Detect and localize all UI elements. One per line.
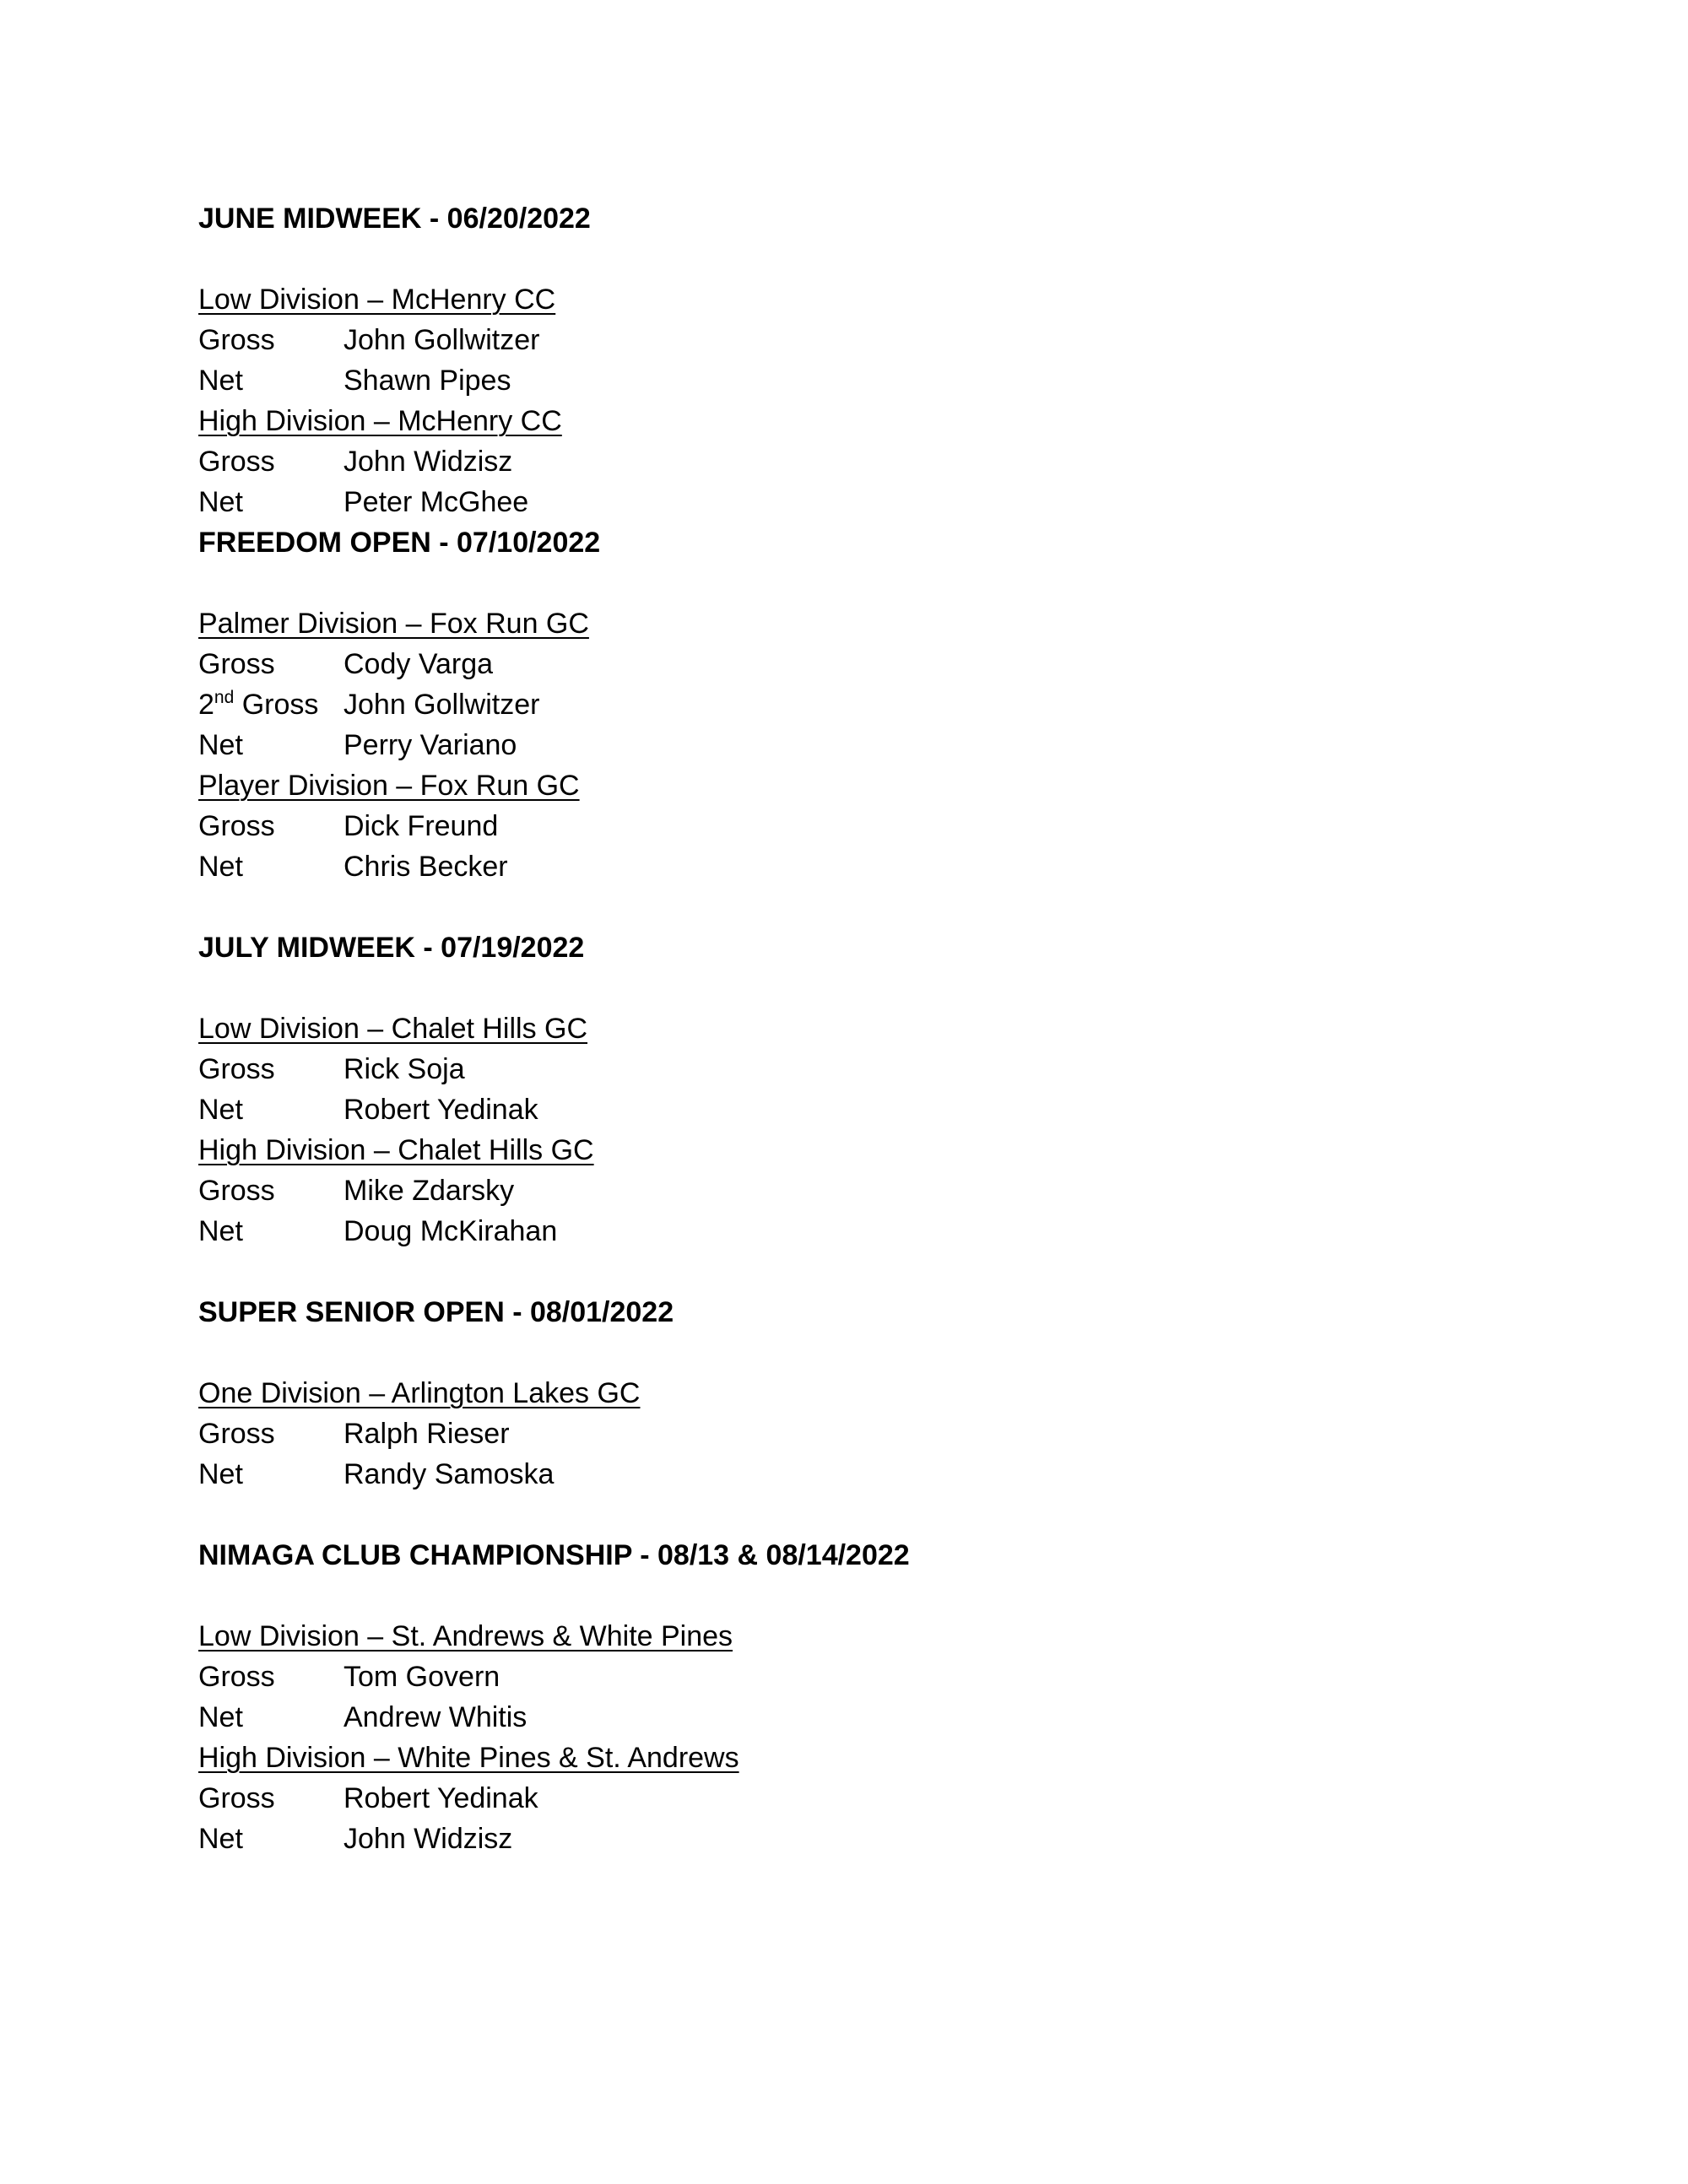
result-player: Andrew Whitis <box>344 1701 528 1733</box>
result-row <box>198 360 1464 401</box>
spacer <box>198 1495 1464 1535</box>
spacer <box>198 1576 1464 1616</box>
result-place: Net <box>198 486 243 518</box>
result-player: Cody Varga <box>344 648 494 680</box>
division-heading: Palmer Division – Fox Run GC <box>198 608 589 640</box>
result-row <box>198 684 1464 725</box>
result-place: Gross <box>198 810 275 842</box>
result-row <box>198 1454 1464 1495</box>
result-player: Chris Becker <box>344 851 508 883</box>
result-player: Peter McGhee <box>344 486 529 518</box>
result-row <box>198 482 1464 522</box>
result-place: Gross <box>198 648 275 680</box>
result-row <box>198 806 1464 846</box>
result-place: Net <box>198 1458 243 1490</box>
result-player: John Widzisz <box>344 1823 513 1855</box>
result-player: Robert Yedinak <box>344 1782 538 1814</box>
division-heading: Player Division – Fox Run GC <box>198 770 580 802</box>
result-row <box>198 1778 1464 1819</box>
result-row <box>198 1414 1464 1454</box>
result-row <box>198 1211 1464 1251</box>
result-player: Perry Variano <box>344 729 517 761</box>
results-document <box>198 198 1464 1859</box>
event-title: SUPER SENIOR OPEN - 08/01/2022 <box>198 1296 674 1328</box>
spacer <box>198 563 1464 603</box>
event-title: NIMAGA CLUB CHAMPIONSHIP - 08/13 & 08/14/2022 <box>198 1539 910 1571</box>
result-place: Net <box>198 729 243 761</box>
result-place: Gross <box>198 1053 275 1085</box>
result-player: John Gollwitzer <box>344 324 540 356</box>
result-row <box>198 1089 1464 1130</box>
result-place: Gross <box>198 1782 275 1814</box>
event-title: JUNE MIDWEEK - 06/20/2022 <box>198 203 591 235</box>
result-row <box>198 441 1464 482</box>
result-player: Randy Samoska <box>344 1458 555 1490</box>
result-row <box>198 1819 1464 1859</box>
result-place: Gross <box>198 324 275 356</box>
division-heading: Low Division – Chalet Hills GC <box>198 1013 588 1045</box>
spacer <box>198 1251 1464 1292</box>
result-row <box>198 1697 1464 1738</box>
division-heading: High Division – White Pines & St. Andrews <box>198 1742 739 1774</box>
result-player: John Gollwitzer <box>344 689 540 721</box>
result-place: Gross <box>198 446 275 478</box>
division-heading: Low Division – McHenry CC <box>198 284 556 316</box>
result-place: Gross <box>198 1661 275 1693</box>
result-row <box>198 846 1464 887</box>
event-title: JULY MIDWEEK - 07/19/2022 <box>198 932 585 964</box>
result-place: Gross <box>198 1175 275 1207</box>
spacer <box>198 887 1464 927</box>
result-place: Net <box>198 851 243 883</box>
result-player: Shawn Pipes <box>344 365 511 397</box>
result-place: Net <box>198 1094 243 1126</box>
place-rest: Gross <box>234 689 319 721</box>
result-player: John Widzisz <box>344 446 513 478</box>
division-heading: High Division – McHenry CC <box>198 405 562 437</box>
result-player: Tom Govern <box>344 1661 500 1693</box>
result-place: Net <box>198 365 243 397</box>
result-row <box>198 725 1464 765</box>
place-number: 2 <box>198 689 214 721</box>
result-player: Robert Yedinak <box>344 1094 538 1126</box>
result-place: Gross <box>198 1418 275 1450</box>
result-row <box>198 1049 1464 1089</box>
result-player: Doug McKirahan <box>344 1215 558 1247</box>
result-place: Net <box>198 1823 243 1855</box>
result-place <box>198 684 344 725</box>
result-row <box>198 1170 1464 1211</box>
result-player: Ralph Rieser <box>344 1418 510 1450</box>
result-row <box>198 320 1464 360</box>
result-player: Dick Freund <box>344 810 499 842</box>
division-heading: Low Division – St. Andrews & White Pines <box>198 1620 733 1652</box>
result-player: Mike Zdarsky <box>344 1175 515 1207</box>
result-place: Net <box>198 1701 243 1733</box>
result-row <box>198 1657 1464 1697</box>
division-heading: High Division – Chalet Hills GC <box>198 1134 594 1166</box>
spacer <box>198 968 1464 1008</box>
spacer <box>198 1333 1464 1373</box>
spacer <box>198 239 1464 279</box>
result-place: Net <box>198 1215 243 1247</box>
event-title: FREEDOM OPEN - 07/10/2022 <box>198 527 601 559</box>
result-row <box>198 644 1464 684</box>
place-ordinal-suffix: nd <box>214 688 235 707</box>
result-player: Rick Soja <box>344 1053 465 1085</box>
division-heading: One Division – Arlington Lakes GC <box>198 1377 641 1409</box>
